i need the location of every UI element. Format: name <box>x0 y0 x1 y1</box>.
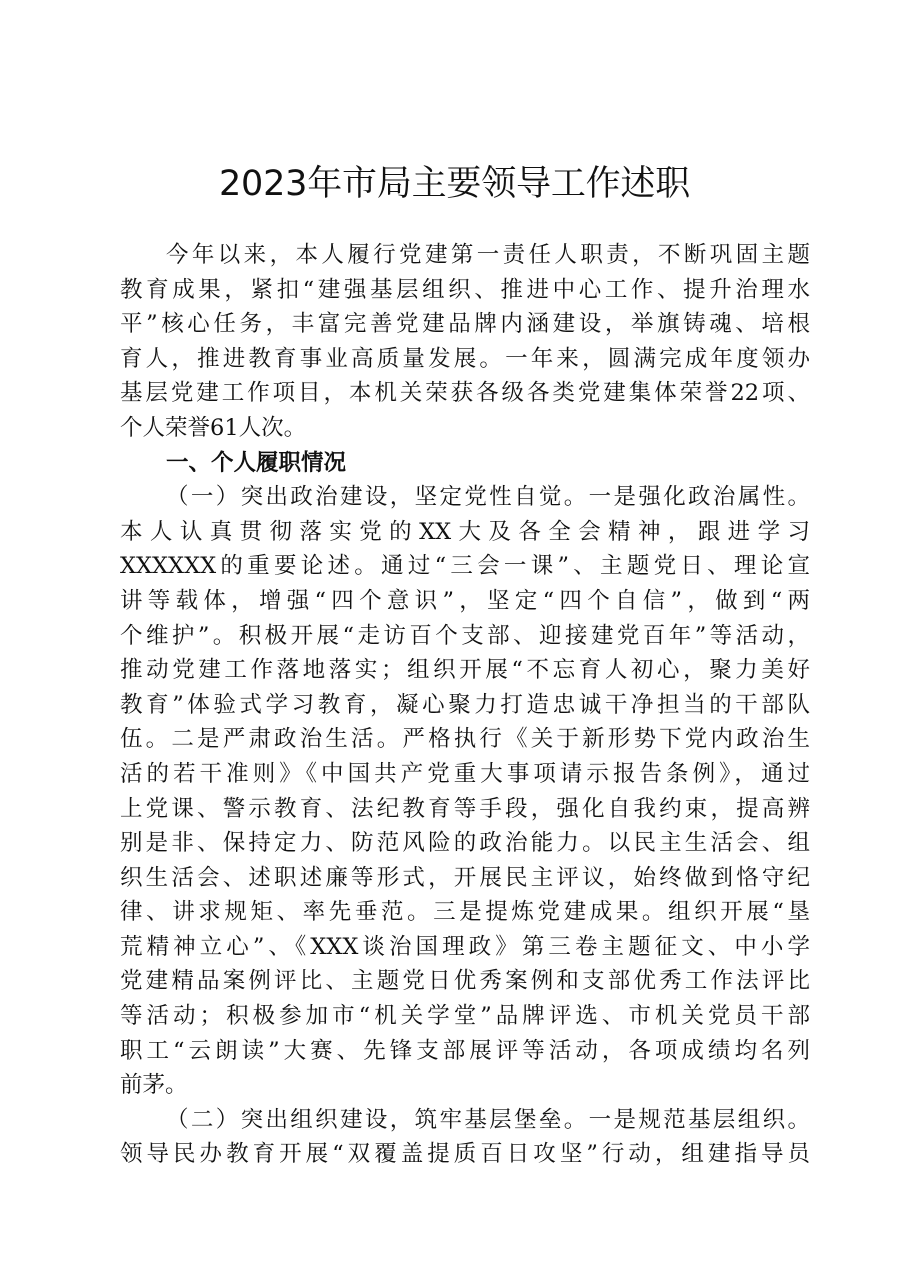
paragraph-line: 个维护”。积极开展“走访百个支部、迎接建党百年”等活动， <box>120 622 810 649</box>
section-heading: 一、个人履职情况 <box>166 449 347 476</box>
paragraph-line: 别是非、保持定力、防范风险的政治能力。以民主生活会、组 <box>120 830 810 857</box>
paragraph-line: 教育”体验式学习教育，凝心聚力打造忠诚干净担当的干部队 <box>120 691 810 718</box>
paragraph-line: 伍。二是严肃政治生活。严格执行《关于新形势下党内政治生 <box>120 726 810 753</box>
paragraph-line: 职工“云朗读”大赛、先锋支部展评等活动，各项成绩均名列 <box>120 1037 810 1064</box>
paragraph-line: 领导民办教育开展“双覆盖提质百日攻坚”行动，组建指导员 <box>120 1141 810 1168</box>
paragraph-line: 讲等载体，增强“四个意识”，坚定“四个自信”，做到“两 <box>120 587 810 614</box>
paragraph-line: 本人认真贯彻落实党的XX大及各全会精神，跟进学习 <box>120 518 810 545</box>
paragraph-line: （二）突出组织建设，筑牢基层堡垒。一是规范基层组织。 <box>166 1106 810 1133</box>
paragraph-line: XXXXXX的重要论述。通过“三会一课”、主题党日、理论宣 <box>120 553 810 580</box>
paragraph-line: 个人荣誉61人次。 <box>120 414 307 441</box>
document-body <box>120 238 810 1172</box>
paragraph-line: 基层党建工作项目，本机关荣获各级各类党建集体荣誉22项、 <box>120 380 810 407</box>
document-title: 2023年市局主要领导工作述职 <box>218 164 691 204</box>
paragraph-line: 活的若干准则》《中国共产党重大事项请示报告条例》，通过 <box>120 760 810 787</box>
paragraph-line: 上党课、警示教育、法纪教育等手段，强化自我约束，提高辨 <box>120 795 810 822</box>
paragraph-line: 教育成果，紧扣“建强基层组织、推进中心工作、提升治理水 <box>120 276 810 303</box>
paragraph-line: 推动党建工作落地落实；组织开展“不忘育人初心，聚力美好 <box>120 657 810 684</box>
paragraph-line: 等活动；积极参加市“机关学堂”品牌评选、市机关党员干部 <box>120 1003 810 1030</box>
paragraph-line: 荒精神立心”、《XXX谈治国理政》第三卷主题征文、中小学 <box>120 933 810 960</box>
paragraph-line: 平”核心任务，丰富完善党建品牌内涵建设，举旗铸魂、培根 <box>120 311 810 338</box>
paragraph-line: 织生活会、述职述廉等形式，开展民主评议，始终做到恪守纪 <box>120 864 810 891</box>
paragraph-line: 律、讲求规矩、率先垂范。三是提炼党建成果。组织开展“垦 <box>120 899 810 926</box>
paragraph-line: （一）突出政治建设，坚定党性自觉。一是强化政治属性。 <box>166 484 810 511</box>
paragraph-line: 前茅。 <box>120 1072 188 1099</box>
paragraph-line: 党建精品案例评比、主题党日优秀案例和支部优秀工作法评比 <box>120 968 810 995</box>
paragraph-line: 今年以来，本人履行党建第一责任人职责，不断巩固主题 <box>166 242 810 268</box>
paragraph-line: 育人，推进教育事业高质量发展。一年来，圆满完成年度领办 <box>120 345 810 372</box>
